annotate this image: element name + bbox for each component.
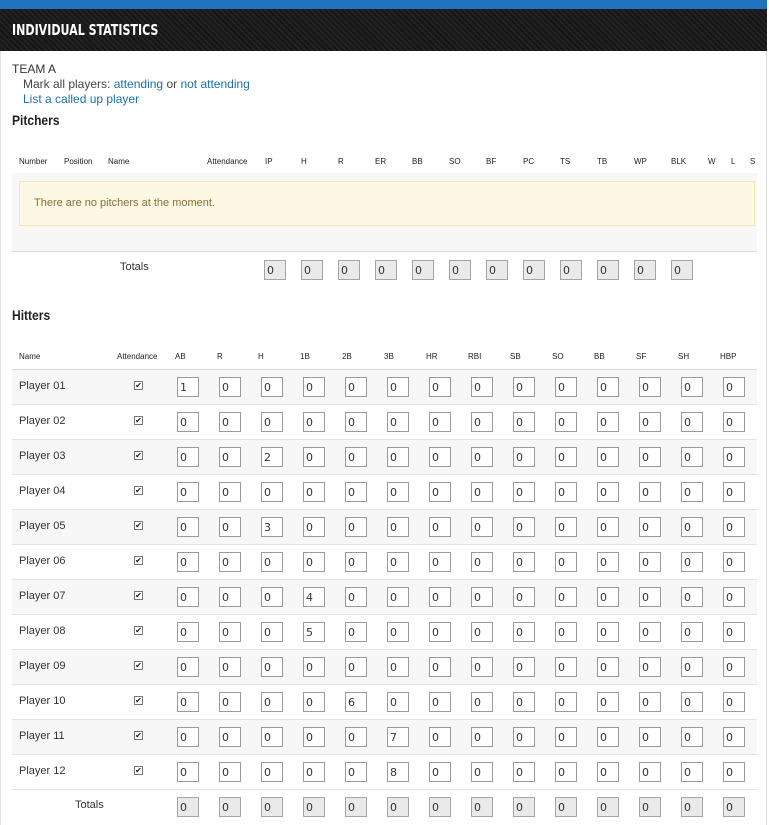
column-header-bb: BB	[412, 157, 423, 166]
player-name: Player 10	[19, 695, 66, 707]
stat-input[interactable]: 0	[177, 412, 199, 432]
stat-input[interactable]: 0	[513, 727, 535, 747]
stat-input[interactable]: 0	[555, 692, 577, 712]
column-header-pc: PC	[523, 157, 535, 166]
stat-input[interactable]: 0	[429, 762, 451, 782]
team-name: TEAM A	[12, 62, 57, 76]
stat-input[interactable]: 0	[597, 377, 619, 397]
attendance-checkbox[interactable]: ✔	[135, 591, 142, 600]
column-header-wp: WP	[634, 157, 647, 166]
stat-input[interactable]: 0	[303, 762, 325, 782]
attendance-checkbox[interactable]: ✔	[135, 696, 142, 705]
stat-input[interactable]: 0	[219, 587, 241, 607]
stat-input[interactable]: 0	[387, 587, 409, 607]
stat-input[interactable]: 0	[723, 692, 745, 712]
stat-input[interactable]: 0	[471, 447, 493, 467]
column-header-sh: SH	[678, 352, 690, 361]
stat-input[interactable]: 0	[513, 622, 535, 642]
hitter-total-input: 0	[261, 797, 283, 817]
stat-input[interactable]: 0	[261, 552, 283, 572]
stat-input[interactable]: 0	[471, 622, 493, 642]
stat-input[interactable]: 0	[597, 517, 619, 537]
stat-input[interactable]: 0	[471, 762, 493, 782]
stat-input[interactable]: 0	[555, 657, 577, 677]
stat-input[interactable]: 0	[555, 762, 577, 782]
stat-input[interactable]: 0	[387, 447, 409, 467]
stat-input[interactable]: 0	[471, 517, 493, 537]
stat-input[interactable]: 0	[387, 622, 409, 642]
stat-input[interactable]: 0	[219, 727, 241, 747]
stat-input[interactable]: 0	[429, 377, 451, 397]
column-header-bf: BF	[486, 157, 497, 166]
stat-input[interactable]: 0	[219, 447, 241, 467]
pitcher-total-input: 0	[338, 260, 360, 280]
stat-input[interactable]: 0	[303, 727, 325, 747]
attendance-checkbox[interactable]: ✔	[135, 381, 142, 390]
stat-input[interactable]: 0	[555, 482, 577, 502]
stat-input[interactable]: 0	[261, 377, 283, 397]
stat-input[interactable]: 0	[681, 412, 703, 432]
stat-input[interactable]: 0	[261, 587, 283, 607]
column-header-bb: BB	[594, 352, 605, 361]
stat-input[interactable]: 0	[387, 657, 409, 677]
stat-input[interactable]: 0	[471, 377, 493, 397]
attendance-checkbox[interactable]: ✔	[135, 766, 142, 775]
stat-input[interactable]: 0	[513, 657, 535, 677]
stat-input[interactable]: 0	[219, 692, 241, 712]
column-header-name: Name	[19, 352, 41, 361]
stat-input[interactable]: 0	[261, 727, 283, 747]
stat-input[interactable]: 0	[219, 762, 241, 782]
stat-input[interactable]: 0	[681, 482, 703, 502]
stat-input[interactable]: 0	[429, 412, 451, 432]
player-name: Player 11	[19, 730, 65, 742]
stat-input[interactable]: 0	[639, 552, 661, 572]
stat-input[interactable]: 0	[387, 482, 409, 502]
stat-input[interactable]: 0	[597, 657, 619, 677]
mark-attending-link[interactable]: attending	[113, 77, 164, 91]
stat-input[interactable]: 0	[345, 412, 367, 432]
stat-input[interactable]: 2	[261, 447, 283, 467]
hitter-total-input: 0	[345, 797, 367, 817]
stat-input[interactable]: 0	[681, 517, 703, 537]
stat-input[interactable]: 0	[555, 377, 577, 397]
stat-input[interactable]: 0	[681, 552, 703, 572]
column-header-sb: SB	[510, 352, 521, 361]
stat-input[interactable]: 0	[471, 727, 493, 747]
stat-input[interactable]: 0	[723, 552, 745, 572]
stat-input[interactable]: 0	[471, 657, 493, 677]
stat-input[interactable]: 0	[387, 692, 409, 712]
stat-input[interactable]: 0	[681, 587, 703, 607]
pitchers-totals-label: Totals	[120, 261, 149, 273]
stat-input[interactable]: 0	[177, 482, 199, 502]
pitcher-total-input: 0	[486, 260, 508, 280]
stat-input[interactable]: 0	[681, 762, 703, 782]
attendance-checkbox[interactable]: ✔	[135, 556, 142, 565]
pitcher-total-input: 0	[264, 260, 286, 280]
stat-input[interactable]: 0	[219, 412, 241, 432]
stat-input[interactable]: 0	[513, 412, 535, 432]
column-header-1b: 1B	[300, 352, 310, 361]
stat-input[interactable]: 0	[429, 482, 451, 502]
stat-input[interactable]: 0	[639, 657, 661, 677]
stat-input[interactable]: 0	[261, 622, 283, 642]
player-name: Player 08	[19, 625, 66, 637]
stat-input[interactable]: 0	[681, 622, 703, 642]
stat-input[interactable]: 0	[723, 377, 745, 397]
stat-input[interactable]: 0	[219, 377, 241, 397]
stat-input[interactable]: 0	[513, 762, 535, 782]
stat-input[interactable]: 4	[303, 587, 325, 607]
list-called-up-player-link[interactable]: List a called up player	[23, 92, 140, 106]
stat-input[interactable]: 0	[261, 482, 283, 502]
column-header-r: R	[217, 352, 223, 361]
stat-input[interactable]: 0	[345, 377, 367, 397]
panel-header	[0, 0, 767, 51]
stat-input[interactable]: 0	[555, 412, 577, 432]
stat-input[interactable]: 0	[639, 762, 661, 782]
divider	[12, 251, 757, 252]
column-header-so: SO	[449, 157, 461, 166]
column-header-position: Position	[64, 157, 93, 166]
hitter-total-input: 0	[681, 797, 703, 817]
stat-input[interactable]: 0	[681, 657, 703, 677]
stat-input[interactable]: 0	[303, 447, 325, 467]
stat-input[interactable]: 0	[597, 552, 619, 572]
player-name: Player 07	[19, 590, 66, 602]
stat-input[interactable]: 0	[639, 622, 661, 642]
column-header-ab: AB	[175, 352, 186, 361]
stat-input[interactable]: 0	[723, 412, 745, 432]
stat-input[interactable]: 0	[555, 727, 577, 747]
pitchers-title: Pitchers	[12, 112, 60, 128]
stat-input[interactable]: 0	[555, 447, 577, 467]
stat-input[interactable]: 0	[387, 552, 409, 572]
stat-input[interactable]: 0	[639, 727, 661, 747]
stat-input[interactable]: 0	[177, 517, 199, 537]
hitter-total-input: 0	[429, 797, 451, 817]
attendance-checkbox[interactable]: ✔	[135, 661, 142, 670]
stat-input[interactable]: 0	[597, 447, 619, 467]
stat-input[interactable]: 0	[177, 692, 199, 712]
stat-input[interactable]: 0	[513, 587, 535, 607]
stat-input[interactable]: 0	[261, 692, 283, 712]
player-name: Player 04	[19, 485, 66, 497]
attendance-checkbox[interactable]: ✔	[135, 451, 142, 460]
mark-all-label: Mark all players:	[23, 77, 111, 91]
stat-input[interactable]: 0	[681, 377, 703, 397]
stat-input[interactable]: 0	[555, 552, 577, 572]
attendance-checkbox[interactable]: ✔	[135, 521, 142, 530]
stat-input[interactable]: 0	[177, 587, 199, 607]
stat-input[interactable]: 0	[513, 552, 535, 572]
player-name: Player 12	[19, 765, 66, 777]
stat-input[interactable]: 0	[513, 692, 535, 712]
stat-input[interactable]: 0	[513, 377, 535, 397]
stat-input[interactable]: 6	[345, 692, 367, 712]
column-header-attendance: Attendance	[207, 157, 248, 166]
stat-input[interactable]: 0	[303, 692, 325, 712]
stat-input[interactable]: 0	[345, 552, 367, 572]
stat-input[interactable]: 0	[303, 517, 325, 537]
stat-input[interactable]: 0	[345, 517, 367, 537]
column-header-2b: 2B	[342, 352, 352, 361]
row-divider	[12, 789, 757, 790]
column-header-so: SO	[552, 352, 564, 361]
stat-input[interactable]: 0	[429, 447, 451, 467]
stat-input[interactable]: 0	[261, 762, 283, 782]
pitcher-total-input: 0	[671, 260, 693, 280]
hitter-total-input: 0	[555, 797, 577, 817]
pitcher-total-input: 0	[449, 260, 471, 280]
column-header-h: H	[301, 157, 307, 166]
stat-input[interactable]: 0	[471, 587, 493, 607]
hitter-total-input: 0	[513, 797, 535, 817]
stat-input[interactable]: 0	[597, 587, 619, 607]
stat-input[interactable]: 0	[681, 447, 703, 467]
column-header-sf: SF	[636, 352, 647, 361]
stat-input[interactable]: 5	[303, 622, 325, 642]
stat-input[interactable]: 0	[177, 552, 199, 572]
stat-input[interactable]: 0	[303, 482, 325, 502]
stat-input[interactable]: 0	[555, 587, 577, 607]
stat-input[interactable]: 0	[345, 587, 367, 607]
stat-input[interactable]: 8	[387, 762, 409, 782]
pitcher-total-input: 0	[412, 260, 434, 280]
stat-input[interactable]: 0	[471, 552, 493, 572]
stat-input[interactable]: 0	[597, 412, 619, 432]
mark-all-players	[23, 77, 250, 91]
hitter-total-input: 0	[597, 797, 619, 817]
stat-input[interactable]: 0	[723, 762, 745, 782]
stat-input[interactable]: 0	[639, 587, 661, 607]
stat-input[interactable]: 0	[261, 657, 283, 677]
stat-input[interactable]: 7	[387, 727, 409, 747]
pitcher-total-input: 0	[560, 260, 582, 280]
column-header-ts: TS	[560, 157, 571, 166]
stat-input[interactable]: 0	[219, 657, 241, 677]
column-header-3b: 3B	[384, 352, 394, 361]
stat-input[interactable]: 0	[681, 692, 703, 712]
attendance-checkbox[interactable]: ✔	[135, 731, 142, 740]
stat-input[interactable]: 0	[177, 727, 199, 747]
hitters-totals-label: Totals	[75, 799, 104, 811]
stat-input[interactable]: 0	[639, 482, 661, 502]
column-header-ip: IP	[265, 157, 273, 166]
stat-input[interactable]: 0	[597, 622, 619, 642]
attendance-checkbox[interactable]: ✔	[135, 486, 142, 495]
column-header-number: Number	[19, 157, 48, 166]
stat-input[interactable]: 0	[177, 622, 199, 642]
column-header-s: S	[750, 157, 756, 166]
stat-input[interactable]: 0	[639, 447, 661, 467]
attendance-checkbox[interactable]: ✔	[135, 416, 142, 425]
stat-input[interactable]: 0	[303, 412, 325, 432]
hitter-total-input: 0	[303, 797, 325, 817]
stat-input[interactable]: 0	[723, 482, 745, 502]
stat-input[interactable]: 0	[177, 447, 199, 467]
hitter-total-input: 0	[471, 797, 493, 817]
stat-input[interactable]: 0	[345, 622, 367, 642]
stat-input[interactable]: 0	[639, 517, 661, 537]
column-header-name: Name	[108, 157, 130, 166]
column-header-hbp: HBP	[720, 352, 737, 361]
stat-input[interactable]: 0	[219, 517, 241, 537]
stat-input[interactable]: 0	[639, 412, 661, 432]
or-text: or	[166, 77, 178, 91]
stat-input[interactable]: 0	[345, 762, 367, 782]
pitcher-total-input: 0	[301, 260, 323, 280]
player-name: Player 03	[19, 450, 66, 462]
column-header-blk: BLK	[671, 157, 687, 166]
player-name: Player 01	[19, 380, 66, 392]
player-name: Player 02	[19, 415, 66, 427]
hitter-total-input: 0	[639, 797, 661, 817]
column-header-w: W	[708, 157, 716, 166]
stat-input[interactable]: 0	[597, 762, 619, 782]
pitcher-total-input: 0	[634, 260, 656, 280]
column-header-l: L	[731, 157, 736, 166]
stat-input[interactable]: 0	[723, 587, 745, 607]
stat-input[interactable]: 0	[723, 727, 745, 747]
pitcher-total-input: 0	[375, 260, 397, 280]
stat-input[interactable]: 0	[471, 412, 493, 432]
stat-input[interactable]: 0	[387, 412, 409, 432]
stat-input[interactable]: 0	[303, 377, 325, 397]
column-header-r: R	[338, 157, 344, 166]
column-header-rbi: RBI	[468, 352, 482, 361]
stat-input[interactable]: 0	[219, 482, 241, 502]
stat-input[interactable]: 0	[471, 692, 493, 712]
player-name: Player 05	[19, 520, 66, 532]
stat-input[interactable]: 3	[261, 517, 283, 537]
pitcher-total-input: 0	[597, 260, 619, 280]
stat-input[interactable]: 0	[177, 762, 199, 782]
mark-not-attending-link[interactable]: not attending	[180, 77, 250, 91]
no-pitchers-alert: There are no pitchers at the moment.	[19, 181, 755, 226]
stat-input[interactable]: 0	[345, 657, 367, 677]
pitcher-total-input: 0	[523, 260, 545, 280]
stat-input[interactable]: 0	[429, 727, 451, 747]
hitter-total-input: 0	[723, 797, 745, 817]
column-header-attendance: Attendance	[117, 352, 158, 361]
stat-input[interactable]: 0	[723, 657, 745, 677]
stat-input[interactable]: 0	[639, 377, 661, 397]
stat-input[interactable]: 0	[597, 727, 619, 747]
stat-input[interactable]: 0	[513, 482, 535, 502]
column-header-tb: TB	[597, 157, 608, 166]
stat-input[interactable]: 0	[429, 517, 451, 537]
stat-input[interactable]: 0	[429, 552, 451, 572]
stat-input[interactable]: 0	[555, 622, 577, 642]
stat-input[interactable]: 0	[681, 727, 703, 747]
column-header-hr: HR	[426, 352, 438, 361]
hitter-total-input: 0	[219, 797, 241, 817]
stat-input[interactable]: 0	[429, 622, 451, 642]
stat-input[interactable]: 0	[723, 447, 745, 467]
stat-input[interactable]: 0	[303, 657, 325, 677]
hitter-total-input: 0	[387, 797, 409, 817]
stat-input[interactable]: 0	[513, 447, 535, 467]
stat-input[interactable]: 0	[303, 552, 325, 572]
stat-input[interactable]: 0	[597, 482, 619, 502]
column-header-er: ER	[375, 157, 387, 166]
player-name: Player 09	[19, 660, 66, 672]
stat-input[interactable]: 0	[387, 517, 409, 537]
stat-input[interactable]: 0	[345, 447, 367, 467]
stat-input[interactable]: 0	[345, 727, 367, 747]
stat-input[interactable]: 0	[219, 552, 241, 572]
stat-input[interactable]: 0	[639, 692, 661, 712]
stat-input[interactable]: 0	[261, 412, 283, 432]
stat-input[interactable]: 0	[429, 692, 451, 712]
stat-input[interactable]: 0	[429, 587, 451, 607]
attendance-checkbox[interactable]: ✔	[135, 626, 142, 635]
stat-input[interactable]: 0	[723, 622, 745, 642]
stat-input[interactable]: 1	[177, 377, 199, 397]
stat-input[interactable]: 0	[345, 482, 367, 502]
stat-input[interactable]: 0	[555, 517, 577, 537]
hitters-title: Hitters	[12, 307, 51, 323]
stat-input[interactable]: 0	[387, 377, 409, 397]
stat-input[interactable]: 0	[429, 657, 451, 677]
stat-input[interactable]: 0	[513, 517, 535, 537]
column-header-h: H	[258, 352, 264, 361]
stat-input[interactable]: 0	[177, 657, 199, 677]
stat-input[interactable]: 0	[219, 622, 241, 642]
stat-input[interactable]: 0	[597, 692, 619, 712]
stat-input[interactable]: 0	[471, 482, 493, 502]
stat-input[interactable]: 0	[723, 517, 745, 537]
panel-title: INDIVIDUAL STATISTICS	[12, 21, 159, 39]
hitter-total-input: 0	[177, 797, 199, 817]
player-name: Player 06	[19, 555, 66, 567]
